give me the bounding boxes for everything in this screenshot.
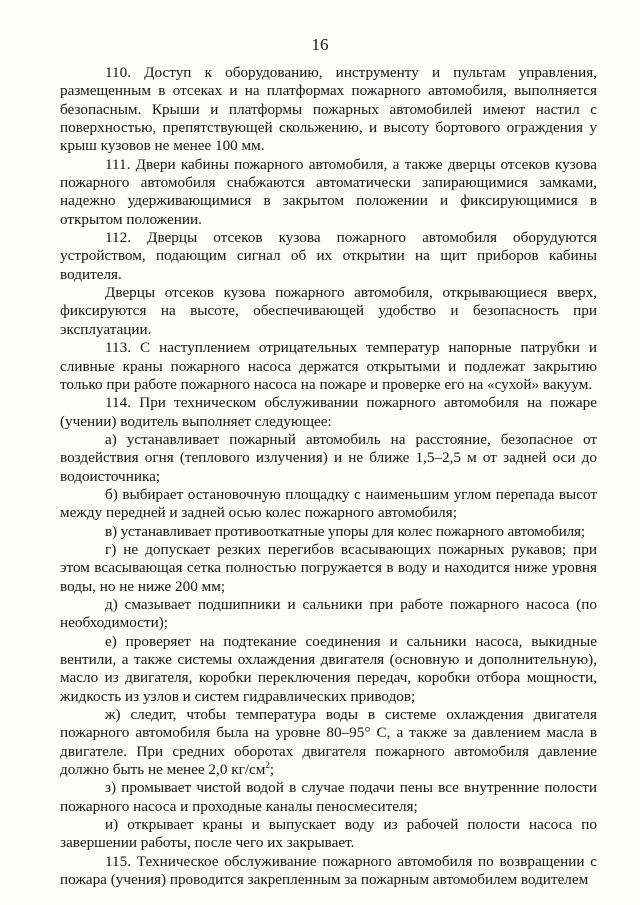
paragraph-114-item-zh-end: ;	[269, 761, 275, 779]
paragraph-112: 112. Дверцы отсеков кузова пожарного автомобиля оборудуются устройством, подающим сигнал об их открытии на щит приборов кабины водителя.	[60, 229, 597, 283]
paragraph-114: 114. При техническом обслуживании пожарного автомобиля на пожаре (учении) водитель выполняет следующее:	[60, 394, 597, 430]
paragraph-114-item-b: б) выбирает остановочную площадку с наименьшим углом перепада высот между передней и задней осью колес пожарного автомобиля;	[60, 485, 597, 522]
paragraph-114-item-a: а) устанавливает пожарный автомобиль на расстояние, безопасное от воздействия огня (теплового излучения) и не ближе 1,5–2,5 м от задней оси до водоисточника;	[60, 430, 597, 485]
paragraph-114-item-v: в) устанавливает противооткатные упоры для колес пожарного автомобиля;	[105, 522, 585, 540]
document-body	[60, 64, 597, 889]
paragraph-114-item-e: е) проверяет на подтекание соединения и сальники насоса, выкидные вентили, а также системы охлаждения двигателя (основную и дополнительную), масло из двигателя, коробки переключения передач, коробки отбора мощности, жидкость из узлов и систем гидравлических приводов;	[60, 632, 597, 705]
paragraph-111: 111. Двери кабины пожарного автомобиля, а также дверцы отсеков кузова пожарного автомобиля снабжаются автоматически запирающимися замками, надежно удерживающимися в закрытом положении и фиксирующимися в открытом положении.	[60, 155, 597, 228]
paragraph-114-item-g: г) не допускает резких перегибов всасывающих пожарных рукавов; при этом всасывающая сетка полностью погружается в воду и находится ниже уровня воды, но не ниже 200 мм;	[60, 540, 597, 595]
paragraph-114-item-i: и) открывает краны и выпускает воду из рабочей полости насоса по завершении работы, после чего их закрывает.	[60, 816, 597, 852]
superscript-exponent: 2	[265, 760, 270, 770]
paragraph-114-item-zh	[60, 706, 597, 779]
paragraph-114-item-z: з) промывает чистой водой в случае подачи пены все внутренние полости пожарного насоса и проходные каналы пеносмесителя;	[60, 779, 597, 815]
paragraph-113: 113. С наступлением отрицательных температур напорные патрубки и сливные краны пожарного насоса держатся открытыми и подлежат закрытию только при работе пожарного насоса на пожаре и проверке его на «сухой» вакуум.	[60, 339, 597, 393]
paragraph-110: 110. Доступ к оборудованию, инструменту и пультам управления, размещенным в отсеках и на платформах пожарного автомобиля, выполняется безопасным. Крыши и платформы пожарных автомобилей имеют настил с поверхностью, препятствующей скольжению, и высоту бортового ограждения у крыш кузовов не менее 100 мм.	[60, 64, 597, 155]
paragraph-114-item-zh-text: ж) следит, чтобы температура воды в системе охлаждения двигателя пожарного автомобиля была на уровне 80–95° С, а также за давлением масла в двигателе. При средних оборотах двигателя пожарного автомобиля давление должно быть не менее 2,0 кг/см	[60, 706, 597, 779]
paragraph-115: 115. Техническое обслуживание пожарного автомобиля по возвращении с пожара (учения) проводится закрепленным за пожарным автомобилем водителем	[60, 852, 597, 889]
paragraph-114-item-d: д) смазывает подшипники и сальники при работе пожарного насоса (по необходимости);	[60, 595, 597, 632]
page-number: 16	[311, 35, 329, 54]
paragraph-112-continued: Дверцы отсеков кузова пожарного автомобиля, открывающиеся вверх, фиксируются на высоте, обеспечивающей удобство и безопасность при эксплуатации.	[60, 284, 597, 338]
